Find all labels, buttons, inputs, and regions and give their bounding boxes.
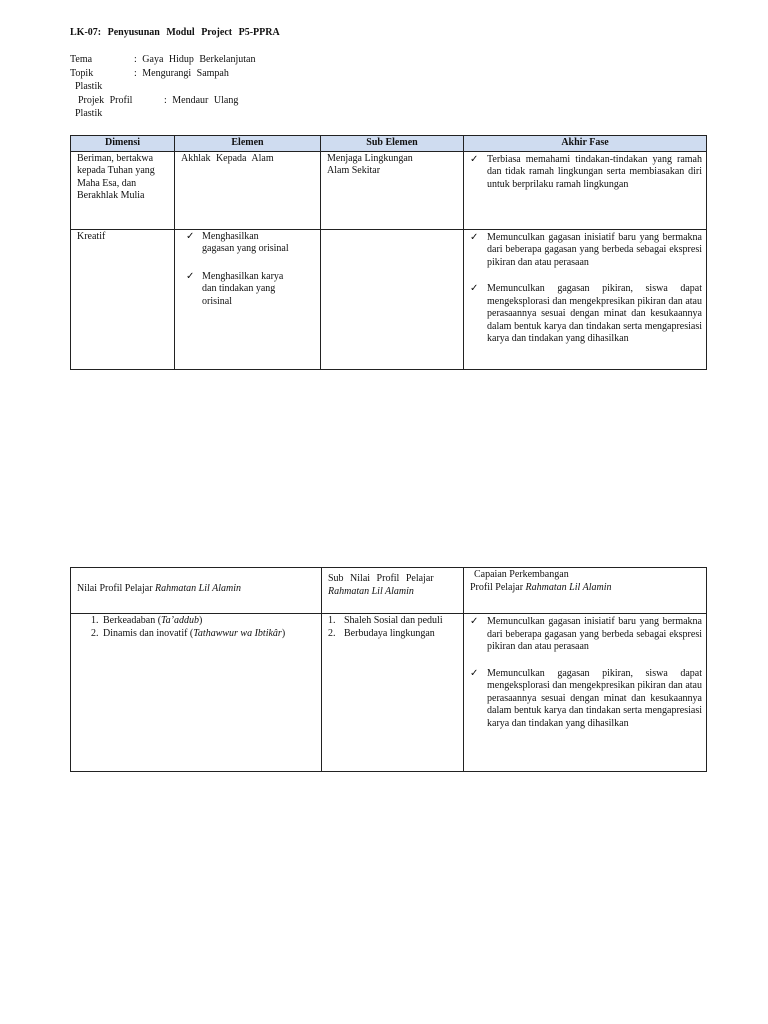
dimensi-text: Beriman, bertakwa kepada Tuhan yang Maha Esa, dan Berakhlak Mulia	[77, 152, 155, 201]
list-item	[328, 615, 459, 628]
nilai-italic: Tathawwur wa Ibtikâr	[193, 627, 282, 639]
header-sub-nilai	[322, 568, 464, 614]
nilai-text: Berkeadaban (	[103, 615, 162, 626]
check-icon: ✓	[470, 231, 479, 243]
nilai-italic: Ta’addub	[161, 615, 200, 626]
header-nilai-italic: Rahmatan Lil Alamin	[155, 583, 241, 595]
check-icon: ✓	[470, 667, 479, 679]
meta-topik-cont: Plastik	[75, 81, 103, 92]
meta-tema	[70, 53, 255, 67]
page-title: LK-07: Penyusunan Modul Project P5-PPRA	[70, 27, 280, 38]
header-capaian-text2: Profil Pelajar	[470, 581, 524, 593]
header-nilai-text: Nilai Profil Pelajar	[77, 583, 153, 595]
cell-akhir-fase	[464, 229, 707, 369]
list-item	[470, 616, 702, 654]
cell-sub-nilai	[322, 614, 464, 772]
meta-topik-label: Topik	[70, 67, 94, 79]
check-icon: ✓	[186, 230, 195, 242]
cell-sub-elemen	[321, 151, 464, 229]
list-item	[328, 628, 459, 641]
meta-tema-value: : Gaya Hidup Berkelanjutan	[134, 54, 256, 65]
list-item	[470, 154, 702, 192]
meta-tema-label: Tema	[70, 54, 93, 65]
item-number: 2.	[328, 627, 336, 639]
header-sub-nilai-italic: Rahmatan Lil Alamin	[328, 585, 414, 597]
header-capaian	[464, 568, 707, 614]
list-item	[470, 232, 702, 270]
table-header-row	[71, 136, 707, 152]
elemen-text: Menghasilkan gagasan yang orisinal	[202, 230, 289, 254]
meta-projek-value: : Mendaur Ulang	[164, 94, 239, 106]
capaian-text: Memunculkan gagasan inisiatif baru yang bermakna dari beberapa gagasan yang berbeda sebagai ekspresi pikiran dan atau perasaan	[487, 616, 702, 652]
table-row	[71, 151, 707, 229]
cell-dimensi	[71, 151, 175, 229]
sub-nilai-list	[328, 615, 459, 640]
header-sub-elemen: Sub Elemen	[321, 136, 464, 152]
meta-projek	[70, 94, 255, 108]
elemen-text: Akhlak Kepada Alam	[181, 152, 274, 164]
cell-akhir-fase	[464, 151, 707, 229]
nilai-text: Dinamis dan inovatif (	[103, 627, 194, 639]
table-row	[71, 229, 707, 369]
header-dimensi: Dimensi	[71, 136, 175, 152]
item-number: 1.	[328, 615, 336, 626]
document-meta	[70, 53, 255, 121]
sub-nilai-text: Berbudaya lingkungan	[344, 627, 435, 639]
check-icon: ✓	[470, 616, 479, 627]
nilai-close: )	[199, 615, 203, 626]
list-item	[101, 615, 317, 628]
list-item	[186, 271, 292, 309]
header-nilai-profil	[71, 568, 322, 614]
cell-capaian	[464, 614, 707, 772]
akhir-text: Terbiasa memahami tindakan-tindakan yang ramah dan tidak ramah lingkungan serta membiasakan diri untuk berprilaku ramah lingkungan	[487, 153, 702, 190]
elemen-text: Menghasilkan karya dan tindakan yang orisinal	[202, 270, 284, 307]
meta-projek-label: Projek Profil	[78, 94, 133, 106]
header-capaian-text: Capaian Perkembangan	[474, 569, 569, 580]
list-item	[470, 283, 702, 346]
dimensi-text: Kreatif	[77, 230, 106, 242]
list-item	[101, 628, 317, 641]
nilai-profil-table	[70, 567, 707, 772]
header-akhir-fase: Akhir Fase	[464, 136, 707, 152]
nilai-list	[77, 615, 317, 640]
table-header-row	[71, 568, 707, 614]
cell-elemen	[175, 151, 321, 229]
meta-projek-cont: Plastik	[75, 108, 103, 119]
check-icon: ✓	[470, 283, 479, 294]
akhir-text: Memunculkan gagasan inisiatif baru yang bermakna dari beberapa gagasan yang berbeda sebagai ekspresi pikiran dan atau perasaan	[487, 231, 702, 268]
header-sub-nilai-text: Sub Nilai Profil Pelajar	[328, 573, 434, 584]
header-capaian-italic: Rahmatan Lil Alamin	[525, 581, 612, 593]
cell-elemen	[175, 229, 321, 369]
cell-dimensi	[71, 229, 175, 369]
check-icon: ✓	[470, 153, 479, 165]
nilai-close: )	[281, 627, 286, 639]
header-elemen: Elemen	[175, 136, 321, 152]
list-item	[470, 668, 702, 731]
check-icon: ✓	[186, 270, 195, 282]
capaian-text: Memunculkan gagasan pikiran, siswa dapat mengeksplorasi dan mengekpresikan pikiran dan atau perasaannya sesuai dengan minat dan kesukaannya dalam bentuk karya dan tindakan serta mengapresiasi karya dan tindakan yang dihasilkan	[487, 667, 702, 729]
meta-topik-value: : Mengurangi Sampah	[134, 67, 229, 79]
akhir-text: Memunculkan gagasan pikiran, siswa dapat mengeksplorasi dan mengekpresikan pikiran dan atau perasaannya sesuai dengan minat dan kesukaannya dalam bentuk karya dan tindakan serta mengapresiasi karya dan tindakan yang dihasilkan	[487, 283, 702, 344]
dimensi-table	[70, 135, 707, 370]
list-item	[186, 231, 292, 256]
sub-nilai-text: Shaleh Sosial dan peduli	[344, 615, 443, 626]
cell-sub-elemen	[321, 229, 464, 369]
meta-topik	[70, 67, 255, 81]
sub-elemen-text: Menjaga Lingkungan Alam Sekitar	[327, 152, 413, 176]
cell-nilai	[71, 614, 322, 772]
table-row	[71, 614, 707, 772]
